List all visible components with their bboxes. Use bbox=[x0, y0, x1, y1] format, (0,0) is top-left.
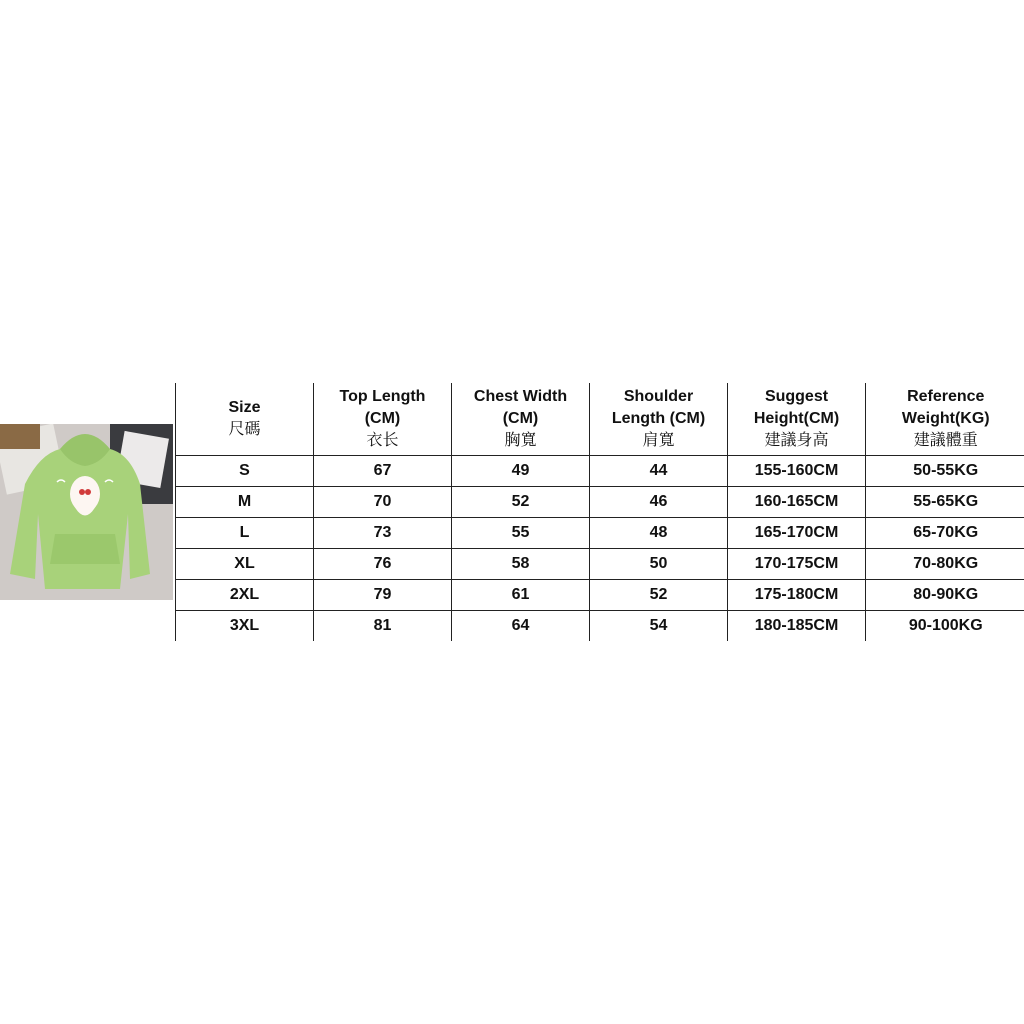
table-row bbox=[176, 487, 1024, 518]
cell-suggest-height: 155-160CM bbox=[728, 456, 866, 487]
cell-chest-width: 61 bbox=[452, 580, 590, 611]
cell-top-length: 79 bbox=[314, 580, 452, 611]
cell-shoulder-length: 48 bbox=[590, 518, 728, 549]
cell-chest-width: 58 bbox=[452, 549, 590, 580]
cell-suggest-height: 165-170CM bbox=[728, 518, 866, 549]
cell-reference-weight: 90-100KG bbox=[866, 611, 1024, 642]
cell-chest-width: 55 bbox=[452, 518, 590, 549]
cell-reference-weight: 65-70KG bbox=[866, 518, 1024, 549]
cell-suggest-height: 170-175CM bbox=[728, 549, 866, 580]
cell-top-length: 81 bbox=[314, 611, 452, 642]
cell-size: 2XL bbox=[176, 580, 314, 611]
cell-top-length: 67 bbox=[314, 456, 452, 487]
cell-chest-width: 52 bbox=[452, 487, 590, 518]
header-top-length: Top Length (CM) 衣长 bbox=[314, 383, 452, 456]
cell-reference-weight: 55-65KG bbox=[866, 487, 1024, 518]
cell-top-length: 73 bbox=[314, 518, 452, 549]
cell-chest-width: 49 bbox=[452, 456, 590, 487]
product-photo bbox=[0, 424, 173, 600]
size-chart-table bbox=[175, 383, 1024, 641]
table-header-row bbox=[176, 383, 1024, 456]
cell-shoulder-length: 52 bbox=[590, 580, 728, 611]
header-shoulder-length: Shoulder Length (CM) 肩寬 bbox=[590, 383, 728, 456]
table-row bbox=[176, 549, 1024, 580]
green-hoodie-image bbox=[0, 424, 173, 600]
cell-size: 3XL bbox=[176, 611, 314, 642]
header-suggest-height: Suggest Height(CM) 建議身高 bbox=[728, 383, 866, 456]
cell-reference-weight: 50-55KG bbox=[866, 456, 1024, 487]
cell-size: XL bbox=[176, 549, 314, 580]
cell-reference-weight: 80-90KG bbox=[866, 580, 1024, 611]
cell-top-length: 76 bbox=[314, 549, 452, 580]
cell-suggest-height: 180-185CM bbox=[728, 611, 866, 642]
header-size: Size 尺碼 bbox=[176, 383, 314, 456]
table-row bbox=[176, 456, 1024, 487]
cell-size: S bbox=[176, 456, 314, 487]
cell-shoulder-length: 46 bbox=[590, 487, 728, 518]
cell-shoulder-length: 54 bbox=[590, 611, 728, 642]
table-row bbox=[176, 611, 1024, 642]
cell-suggest-height: 175-180CM bbox=[728, 580, 866, 611]
cell-size: M bbox=[176, 487, 314, 518]
table-row bbox=[176, 580, 1024, 611]
table-row bbox=[176, 518, 1024, 549]
header-chest-width: Chest Width (CM) 胸寬 bbox=[452, 383, 590, 456]
header-reference-weight: Reference Weight(KG) 建議體重 bbox=[866, 383, 1024, 456]
cell-reference-weight: 70-80KG bbox=[866, 549, 1024, 580]
cell-top-length: 70 bbox=[314, 487, 452, 518]
cell-size: L bbox=[176, 518, 314, 549]
cell-chest-width: 64 bbox=[452, 611, 590, 642]
cell-suggest-height: 160-165CM bbox=[728, 487, 866, 518]
cell-shoulder-length: 50 bbox=[590, 549, 728, 580]
cell-shoulder-length: 44 bbox=[590, 456, 728, 487]
